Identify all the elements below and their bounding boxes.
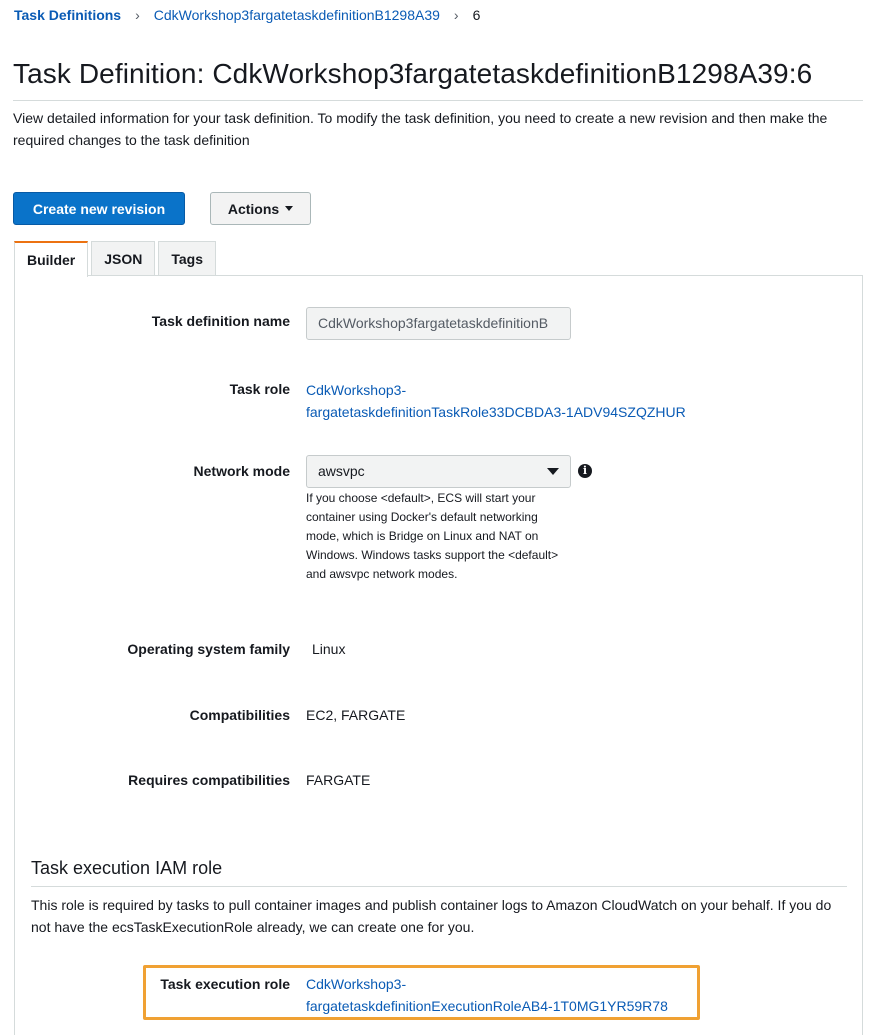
task-execution-role-link-line1: CdkWorkshop3- [306,976,407,992]
task-execution-iam-role-description: This role is required by tasks to pull container images and publish container logs to Amazon CloudWatch on your behalf. If you do not have the ecsTaskExecutionRole already, we can create one for you. [31,897,832,935]
caret-down-icon [547,468,559,475]
requires-compatibilities-value: FARGATE [306,772,371,788]
network-mode-label: Network mode [193,463,290,479]
requires-compatibilities-label: Requires compatibilities [128,772,290,788]
task-role-label: Task role [229,381,290,397]
breadcrumb-revision: 6 [472,7,481,23]
breadcrumb-family-link[interactable]: CdkWorkshop3fargatetaskdefinitionB1298A39 [153,7,440,23]
caret-down-icon [285,206,293,211]
task-execution-role-label: Task execution role [160,976,290,992]
network-mode-hint: If you choose <default>, ECS will start your container using Docker's default networking mode, which is Bridge on Linux and NAT on Windows. Windows tasks support the <default> and awsvpc network modes. [306,491,559,581]
tab-tags[interactable]: Tags [158,241,216,276]
network-mode-select[interactable] [306,455,571,488]
tab-bar [14,241,219,277]
task-role-link-line1: CdkWorkshop3- [306,382,407,398]
task-execution-role-link-line2: fargatetaskdefinitionExecutionRoleAB4-1T0MG1YR59R78 [306,998,668,1014]
section-divider [31,886,847,887]
compatibilities-label: Compatibilities [189,707,290,723]
actions-button-label: Actions [227,200,280,217]
task-role-link-line2: fargatetaskdefinitionTaskRole33DCBDA3-1ADV94SZQZHUR [306,404,686,420]
task-execution-iam-role-heading: Task execution IAM role [31,858,223,878]
breadcrumb [14,7,480,23]
highlight-annotation-box [143,965,700,1020]
network-mode-value: awsvpc [318,463,365,479]
page-description: View detailed information for your task definition. To modify the task definition, you need to create a new revision and then make the required changes to the task definition [13,110,828,148]
create-new-revision-button[interactable]: Create new revision [13,192,185,225]
compatibilities-value: EC2, FARGATE [306,707,406,723]
breadcrumb-task-definitions-link[interactable]: Task Definitions [14,7,122,23]
tab-json[interactable]: JSON [91,241,155,276]
page-title: Task Definition: CdkWorkshop3fargatetaskdefinitionB1298A39:6 [13,58,813,89]
os-family-label: Operating system family [127,641,290,657]
breadcrumb-separator-icon: › [453,7,459,23]
info-icon[interactable]: i [578,464,592,478]
actions-dropdown-button[interactable] [210,192,311,225]
task-role-link[interactable] [306,379,686,423]
task-definition-name-label: Task definition name [151,313,290,329]
task-definition-name-field[interactable]: CdkWorkshop3fargatetaskdefinitionB [306,307,571,340]
title-divider [13,100,863,101]
breadcrumb-separator-icon: › [135,7,140,23]
tab-builder[interactable]: Builder [14,241,88,277]
os-family-value: Linux [312,641,346,657]
